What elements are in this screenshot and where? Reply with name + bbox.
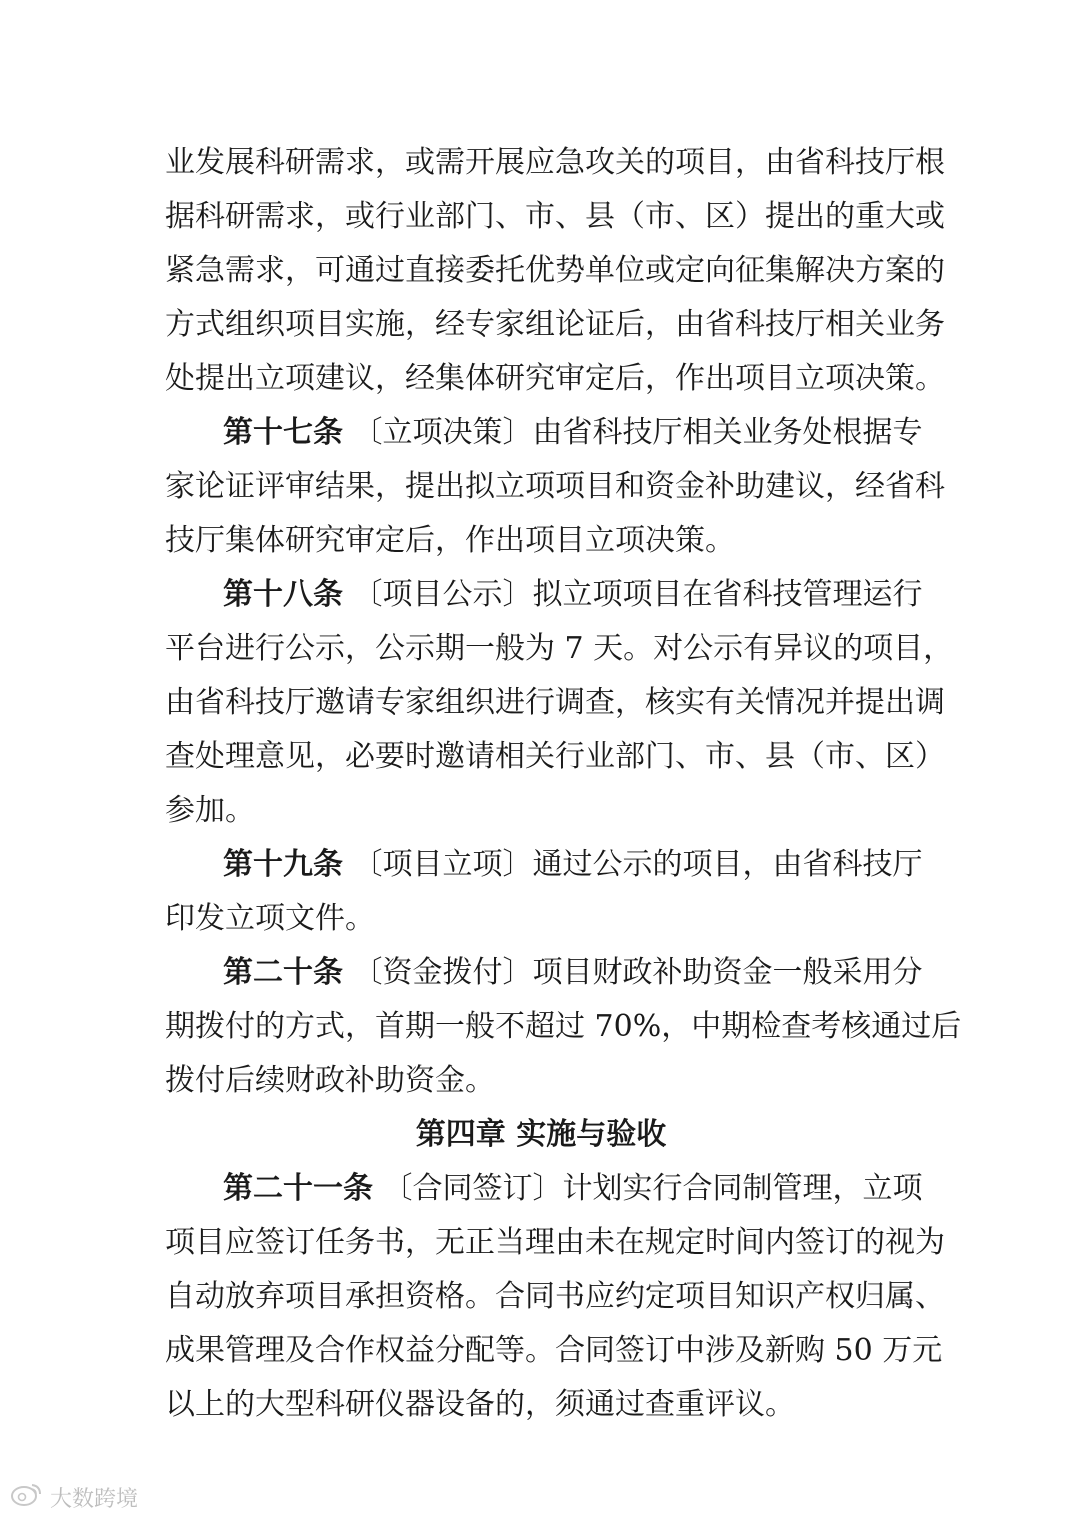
article-21-first-line xyxy=(165,1162,923,1216)
text-line: 参加。 xyxy=(165,793,255,828)
article-20-title: 〔资金拨付〕 xyxy=(352,955,533,990)
article-20-text: 项目财政补助资金一般采用分 xyxy=(532,955,923,990)
document-page xyxy=(165,136,962,1432)
text-line: 紧急需求，可通过直接委托优势单位或定向征集解决方案的 xyxy=(165,253,945,288)
text-line: 拨付后续财政补助资金。 xyxy=(165,1063,495,1098)
text-line: 业发展科研需求，或需开展应急攻关的项目，由省科技厅根 xyxy=(165,145,945,180)
text-line: 查处理意见，必要时邀请相关行业部门、市、县（市、区） xyxy=(165,739,945,774)
article-19-title: 〔项目立项〕 xyxy=(352,847,533,882)
text-line: 成果管理及合作权益分配等。合同签订中涉及新购 50 万元 xyxy=(165,1333,943,1368)
article-17-title: 〔立项决策〕 xyxy=(352,415,533,450)
watermark-text: 大数跨境 xyxy=(50,1486,139,1512)
text-line: 以上的大型科研仪器设备的，须通过查重评议。 xyxy=(165,1387,795,1422)
text-line: 项目应签订任务书，无正当理由未在规定时间内签订的视为 xyxy=(165,1225,945,1260)
article-20-first-line xyxy=(165,946,923,1000)
article-21-title: 〔合同签订〕 xyxy=(382,1171,563,1206)
weibo-logo-icon xyxy=(10,1481,44,1513)
article-17-first-line xyxy=(165,406,923,460)
article-19-first-line xyxy=(165,838,923,892)
text-line: 技厅集体研究审定后，作出项目立项决策。 xyxy=(165,523,735,558)
article-19-number: 第十九条 xyxy=(223,847,343,882)
article-18-text: 拟立项项目在省科技管理运行 xyxy=(532,577,923,612)
article-17-number: 第十七条 xyxy=(223,415,343,450)
text-line: 印发立项文件。 xyxy=(165,901,375,936)
article-20-number: 第二十条 xyxy=(223,955,343,990)
text-line: 处提出立项建议，经集体研究审定后，作出项目立项决策。 xyxy=(165,361,945,396)
text-line: 方式组织项目实施，经专家组论证后，由省科技厅相关业务 xyxy=(165,307,945,342)
article-18-title: 〔项目公示〕 xyxy=(352,577,533,612)
article-18-first-line xyxy=(165,568,923,622)
article-19-text: 通过公示的项目，由省科技厅 xyxy=(532,847,923,882)
article-21-text: 计划实行合同制管理，立项 xyxy=(562,1171,923,1206)
text-line: 据科研需求，或行业部门、市、县（市、区）提出的重大或 xyxy=(165,199,945,234)
chapter-heading: 第四章 实施与验收 xyxy=(415,1117,667,1152)
text-line: 由省科技厅邀请专家组织进行调查，核实有关情况并提出调 xyxy=(165,685,945,720)
text-line: 平台进行公示，公示期一般为 7 天。对公示有异议的项目， xyxy=(165,631,954,666)
article-17-text: 由省科技厅相关业务处根据专 xyxy=(532,415,923,450)
text-line: 期拨付的方式，首期一般不超过 70%，中期检查考核通过后 xyxy=(165,1009,962,1044)
text-line: 自动放弃项目承担资格。合同书应约定项目知识产权归属、 xyxy=(165,1279,945,1314)
article-18-number: 第十八条 xyxy=(223,577,343,612)
article-21-number: 第二十一条 xyxy=(223,1171,373,1206)
text-line: 家论证评审结果，提出拟立项项目和资金补助建议，经省科 xyxy=(165,469,945,504)
watermark xyxy=(10,1481,138,1513)
